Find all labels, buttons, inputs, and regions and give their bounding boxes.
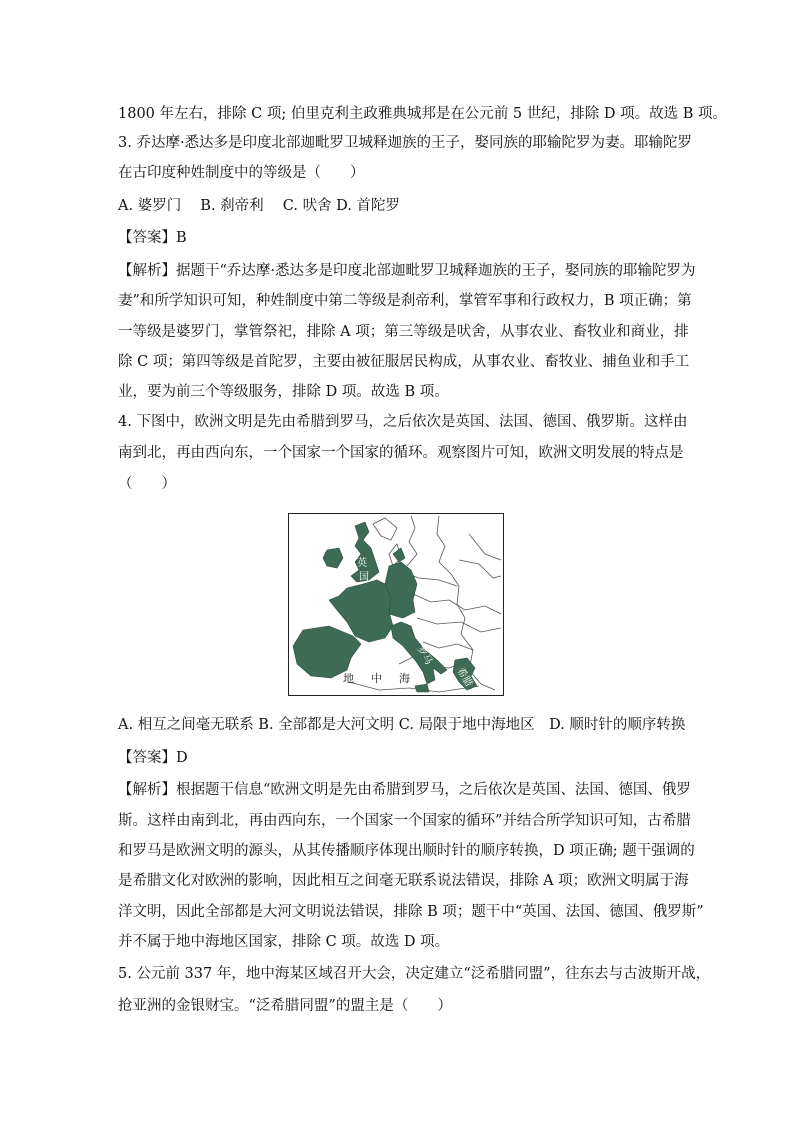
map-label-rome: 罗马 [414,644,434,667]
map-label-uk: 国 [359,572,369,583]
explanation-3: 妻”和所学知识可知，种姓制度中第二等级是刹帝利，掌管军事和行政权力，B 项正确；第 [118,293,692,309]
explanation-4: 和罗马是欧洲文明的源头，从其传播顺序体现出顺时针的顺序转换，D 项正确; 题干强调的 [118,843,695,859]
denmark-shape [393,548,405,562]
question-4-text: （ ） [118,476,176,492]
explanation-3: 【解析】据题干“乔达摩·悉达多是印度北部迦毗罗卫城释迦族的王子，娶同族的耶输陀罗为 [118,263,696,279]
text-line: 1800 年左右，排除 C 项; 伯里克利主政雅典城邦是在公元前 5 世纪，排除 D 项。故选 B 项。 [118,106,727,122]
spain-shape [293,626,361,678]
map-label-sea: 海 [399,672,410,685]
shaded-countries [293,522,477,692]
sicily-shape [415,684,429,692]
explanation-4: 斯。这样由南到北，再由西向东，一个国家一个国家的循环”并结合所学知识可知，古希腊 [118,813,691,829]
map-label-sea: 地 [343,672,354,685]
europe-map-figure [288,513,504,696]
explanation-4: 【解析】根据题干信息“欧洲文明是先由希腊到罗马，之后依次是英国、法国、德国、俄罗 [118,782,691,798]
ireland-shape [323,548,343,568]
map-label-uk: 英 [357,558,367,569]
question-4-text: 南到北，再由西向东，一个国家一个国家的循环。观察图片可知，欧洲文明发展的特点是 [118,445,684,461]
question-3-text: 在古印度种姓制度中的等级是（ ） [118,165,365,181]
explanation-4: 洋文明，因此全部都是大河文明说法错误，排除 B 项；题干中“英国、法国、德国、俄罗斯” [118,904,704,920]
answer-3: 【答案】B [118,230,187,246]
question-5-text: 5. 公元前 337 年，地中海某区域召开大会，决定建立“泛希腊同盟”，往东去与古波斯开战， [118,966,711,982]
question-4-options: A. 相互之间毫无联系 B. 全部都是大河文明 C. 局限于地中海地区 D. 顺时针的顺序转换 [118,717,686,733]
explanation-4: 是希腊文化对欧洲的影响，因此相互之间毫无联系说法错误，排除 A 项；欧洲文明属于海 [118,873,689,889]
question-3-text: 3. 乔达摩·悉达多是印度北部迦毗罗卫城释迦族的王子，娶同族的耶输陀罗为妻。耶输陀罗 [118,135,693,151]
map-label-sea: 中 [371,672,382,685]
question-4-text: 4. 下图中，欧洲文明是先由希腊到罗马，之后依次是英国、法国、德国、俄罗斯。这样由 [118,414,688,430]
explanation-3: 一等级是婆罗门，掌管祭祀，排除 A 项；第三等级是吠舍，从事农业、畜牧业和商业，排 [118,324,689,340]
explanation-4: 并不属于地中海地区国家，排除 C 项。故选 D 项。 [118,934,450,950]
germany-shape [385,562,417,618]
explanation-3: 除 C 项；第四等级是首陀罗，主要由被征服居民构成，从事农业、畜牧业、捕鱼业和手工 [118,354,690,370]
explanation-3: 业，要为前三个等级服务，排除 D 项。故选 B 项。 [118,384,449,400]
question-3-options: A. 婆罗门 B. 刹帝利 C. 吠舍 D. 首陀罗 [118,198,401,214]
question-5-text: 抢亚洲的金银财宝。“泛希腊同盟”的盟主是（ ） [118,998,452,1014]
europe-map [289,514,503,695]
map-label-greece: 希腊 [454,666,474,689]
answer-4: 【答案】D [118,750,188,766]
